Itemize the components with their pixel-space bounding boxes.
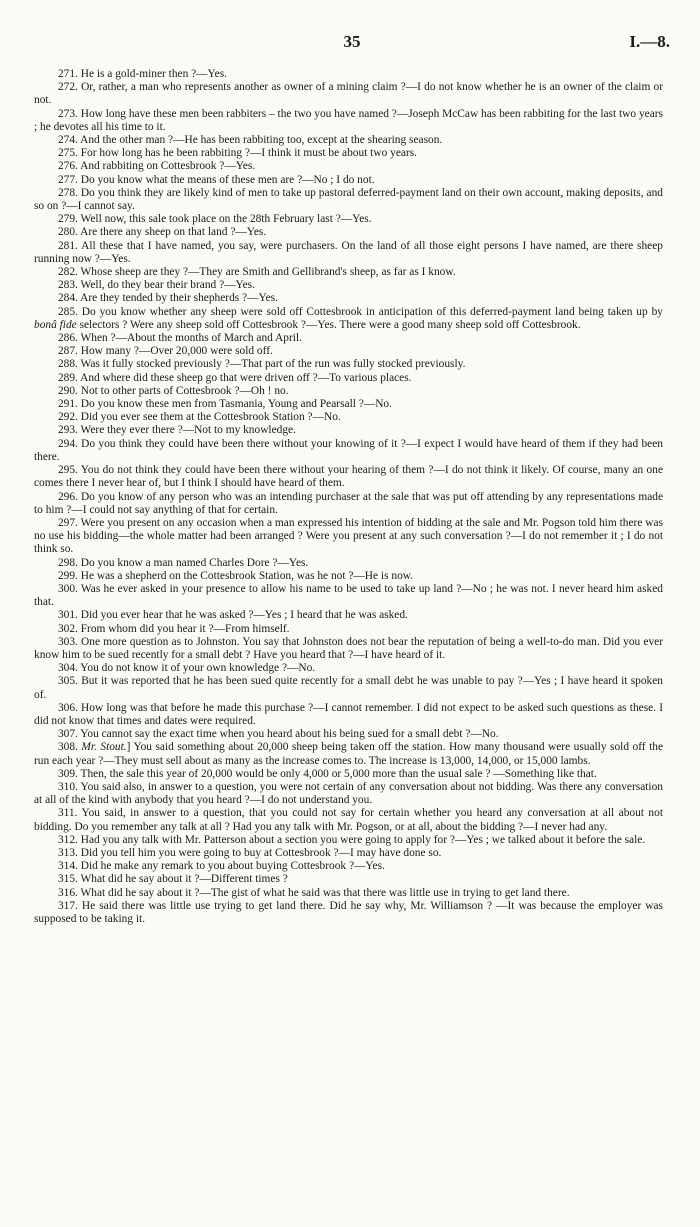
testimony-paragraph: 304. You do not know it of your own knowledge ?—No. <box>57 662 316 675</box>
testimony-paragraph: 305. But it was reported that he has been sued quite recently for a small debt he was unable to pay ?—Yes ; I have heard it spoken of. <box>34 675 663 701</box>
testimony-paragraph: 274. And the other man ?—He has been rabbiting too, except at the shearing season. <box>57 134 443 147</box>
testimony-paragraph: 296. Do you know of any person who was an intending purchaser at the sale that was put off attending by any representations made to him ?—I could not say anything of that for certain. <box>34 490 663 516</box>
testimony-paragraph: 283. Well, do they bear their brand ?—Yes. <box>57 279 255 292</box>
italic-phrase: Mr. Stout. <box>81 741 127 754</box>
testimony-paragraph: 308. Mr. Stout.] You said something about 20,000 sheep being taken off the station. How many thousand were usually sold off the run each year ?—They must sell about as many as the increase comes to. The increase is 13,000, 14,000, or 15,000 lambs. <box>34 741 664 767</box>
testimony-paragraph: 275. For how long has he been rabbiting ?—I think it must be about two years. <box>57 147 417 160</box>
testimony-paragraph: 273. How long have these men been rabbiters – the two you have named ?—Joseph McCaw has been rabbiting for the last two years ; he devotes all his time to it. <box>34 107 663 133</box>
testimony-paragraph: 301. Did you ever hear that he was asked ?—Yes ; I heard that he was asked. <box>57 609 408 622</box>
testimony-paragraph: 288. Was it fully stocked previously ?—That part of the run was fully stocked previously. <box>57 358 466 371</box>
page-number: 35 <box>343 32 361 51</box>
testimony-paragraph: 292. Did you ever see them at the Cottesbrook Station ?—No. <box>57 411 341 424</box>
testimony-paragraph: 298. Do you know a man named Charles Dore ?—Yes. <box>57 556 309 569</box>
testimony-paragraph: 294. Do you think they could have been there without your knowing of it ?—I expect I would have heard of them if they had been there. <box>34 437 663 463</box>
testimony-paragraph: 302. From whom did you hear it ?—From himself. <box>57 622 290 635</box>
testimony-paragraph: 285. Do you know whether any sheep were sold off Cottesbrook in anticipation of this deferred-payment land being taken up by bonâ fide selectors ? Were any sheep sold off Cottesbrook ?—Yes. There were a good many sheep sold off Cottesbrook. <box>34 305 663 331</box>
testimony-paragraph: 297. Were you present on any occasion when a man expressed his intention of bidding at the sale and Mr. Pogson told him there was no use his bidding—the whole matter had been arranged ? Were you present at any such conversation ?—I do not remember it ; I do not think so. <box>34 516 663 556</box>
testimony-paragraph: 299. He was a shepherd on the Cottesbrook Station, was he not ?—He is now. <box>57 569 414 582</box>
testimony-paragraph: 284. Are they tended by their shepherds ?—Yes. <box>57 292 278 305</box>
testimony-paragraph: 291. Do you know these men from Tasmania, Young and Pearsall ?—No. <box>57 398 392 411</box>
testimony-paragraph: 309. Then, the sale this year of 20,000 would be only 4,000 or 5,000 more than the usual sale ? —Something like that. <box>57 767 597 780</box>
testimony-paragraph: 272. Or, rather, a man who represents another as owner of a mining claim ?—I do not know whether he is an owner of the claim or not. <box>34 81 663 107</box>
paper-reference: I.—8. <box>629 32 670 51</box>
testimony-paragraph: 295. You do not think they could have been there without your hearing of them ?—I do not think it likely. Of course, many an one comes there I never hear of, but I think I should have heard of them. <box>34 464 663 490</box>
testimony-paragraph: 286. When ?—About the months of March and April. <box>57 332 302 345</box>
testimony-paragraph: 281. All these that I have named, you say, were purchasers. On the land of all those eight persons I have named, are there sheep running now ?—Yes. <box>34 239 663 265</box>
testimony-paragraph: 289. And where did these sheep go that were driven off ?—To various places. <box>57 371 412 384</box>
testimony-paragraph: 306. How long was that before he made this purchase ?—I cannot remember. I did not expect to be asked such questions as these. I did not know that times and dates were required. <box>34 701 663 727</box>
testimony-paragraph: 276. And rabbiting on Cottesbrook ?—Yes. <box>57 160 256 173</box>
testimony-paragraph: 290. Not to other parts of Cottesbrook ?—Oh ! no. <box>57 384 289 397</box>
testimony-paragraph: 278. Do you think they are likely kind of men to take up pastoral deferred-payment land on their own account, making deposits, and so on ?—I cannot say. <box>34 186 663 213</box>
testimony-paragraph: 280. Are there any sheep on that land ?—Yes. <box>57 226 267 239</box>
testimony-body <box>34 68 663 926</box>
testimony-paragraph: 315. What did he say about it ?—Different times ? <box>57 873 288 886</box>
testimony-paragraph: 317. He said there was little use trying to get land there. Did he say why, Mr. Williamson ? —It was because the employer was supposed to be taking it. <box>34 899 663 925</box>
italic-phrase: bonâ fide <box>34 318 77 331</box>
testimony-paragraph: 316. What did he say about it ?—The gist of what he said was that there was little use in trying to get land there. <box>57 886 570 899</box>
testimony-paragraph: 310. You said also, in answer to a question, you were not certain of any conversation about not bidding. Was there any conversation at all of the kind with anybody that you heard ?—I do not understand you. <box>34 780 663 807</box>
testimony-paragraph: 313. Did you tell him you were going to buy at Cottesbrook ?—I may have done so. <box>57 846 442 859</box>
testimony-paragraph: 277. Do you know what the means of these men are ?—No ; I do not. <box>57 173 375 186</box>
page-header <box>34 32 670 54</box>
testimony-paragraph: 314. Did he make any remark to you about buying Cottesbrook ?—Yes. <box>57 860 385 873</box>
testimony-paragraph: 300. Was he ever asked in your presence to allow his name to be used to take up land ?—No ; he was not. I never heard him asked that. <box>34 582 663 609</box>
testimony-paragraph: 312. Had you any talk with Mr. Patterson about a section you were going to apply for ?—Yes ; we talked about it before the sale. <box>57 833 646 846</box>
testimony-paragraph: 279. Well now, this sale took place on the 28th February last ?—Yes. <box>57 213 372 226</box>
testimony-paragraph: 293. Were they ever there ?—Not to my knowledge. <box>57 424 296 437</box>
testimony-paragraph: 303. One more question as to Johnston. You say that Johnston does not bear the reputation of being a well-to-do man. Did you ever know him to be sued recently for a small debt ? Have you heard that ?—I have heard of it. <box>34 635 663 661</box>
testimony-paragraph: 282. Whose sheep are they ?—They are Smith and Gellibrand's sheep, as far as I know. <box>57 266 456 279</box>
testimony-paragraph: 271. He is a gold-miner then ?—Yes. <box>57 68 227 80</box>
testimony-paragraph: 287. How many ?—Over 20,000 were sold off. <box>57 345 273 358</box>
testimony-paragraph: 307. You cannot say the exact time when you heard about his being sued for a small debt ?—No. <box>57 728 499 741</box>
testimony-paragraph: 311. You said, in answer to a question, that you could not say for certain whether you heard any conversation at all about not bidding. Do you remember any talk at all ? Had you any talk with Mr. Pogson, or at all, about the bidding ?—I never had any. <box>34 807 663 833</box>
